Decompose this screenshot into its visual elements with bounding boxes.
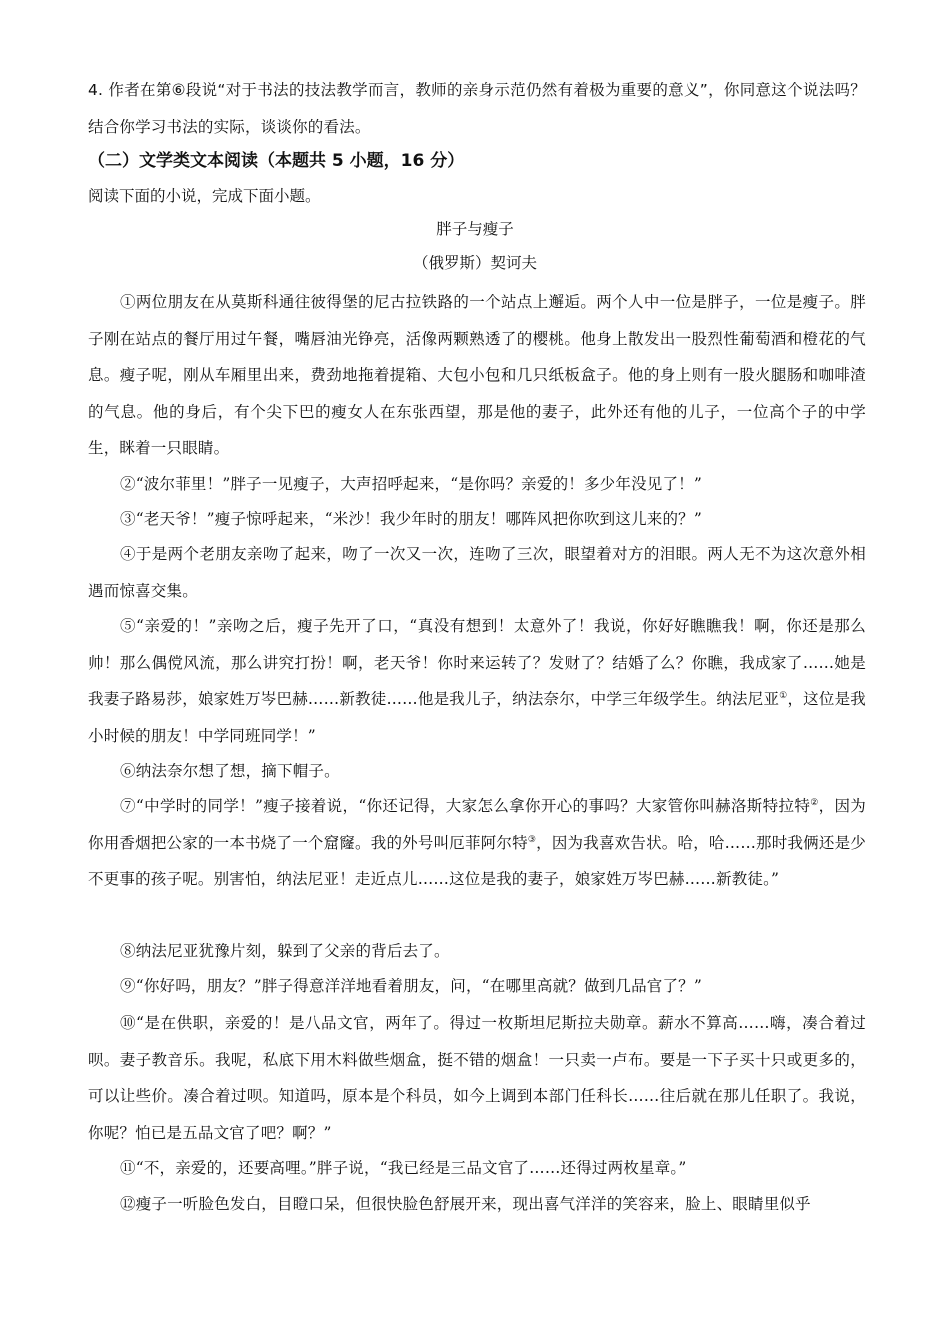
- story-paragraph-1: ①两位朋友在从莫斯科通往彼得堡的尼古拉铁路的一个站点上邂逅。两个人中一位是胖子，一位是瘦子。胖子刚在站点的餐厅用过午餐，嘴唇油光铮亮，活像两颗熟透了的樱桃。他身上散发出一股烈性葡萄酒和橙花的气息。瘦子呢，刚从车厢里出来，费劲地拖着提箱、大包小包和几只纸板盒子。他的身上则有一股火腿肠和咖啡渣的气息。他的身后，有个尖下巴的瘦女人在东张西望，那是他的妻子，此外还有他的儿子，一位高个子的中学生，眯着一只眼睛。: [88, 293, 866, 457]
- story-paragraph-12: ⑫瘦子一听脸色发白，目瞪口呆，但很快脸色舒展开来，现出喜气洋洋的笑容来，脸上、眼睛里似乎: [120, 1195, 811, 1213]
- story-title: 胖子与瘦子: [436, 220, 514, 238]
- story-paragraph-5-tail: ，这位是我小时候的朋友！中学同班同学！”: [88, 690, 866, 745]
- footnote-mark-1: ①: [779, 690, 788, 701]
- story-paragraph-5-text: ⑤“亲爱的！”亲吻之后，瘦子先开了口，“真没有想到！太意外了！我说，你好好瞧瞧我！啊，你还是那么帅！那么偶傥风流，那么讲究打扮！啊，老天爷！你时来运转了？发财了？结婚了么？你瞧，我成家了……她是我妻子路易莎，娘家姓万岑巴赫……新教徒……他是我儿子，纳法奈尔，中学三年级学生。纳法尼亚: [88, 617, 866, 708]
- story-paragraph-5: [88, 608, 866, 754]
- section-heading: （二）文学类文本阅读（本题共 5 小题，16 分）: [88, 151, 465, 171]
- question-4: 4. 作者在第⑥段说“对于书法的技法教学而言，教师的亲身示范仍然有着极为重要的意义”，你同意这个说法吗？结合你学习书法的实际，谈谈你的看法。: [88, 81, 866, 136]
- story-paragraph-11: ⑪“不，亲爱的，还要高哩。”胖子说，“我已经是三品文官了……还得过两枚星章。”: [120, 1159, 687, 1177]
- story-paragraph-7-text: ⑦“中学时的同学！”瘦子接着说，“你还记得，大家怎么拿你开心的事吗？大家管你叫赫洛斯特拉特: [120, 797, 811, 815]
- story-paragraph-7-tail: ，因为我喜欢告状。哈，哈……那时我俩还是少不更事的孩子呢。别害怕，纳法尼亚！走近点儿……这位是我的妻子，娘家姓万岑巴赫……新教徒。”: [88, 833, 866, 888]
- section-instruction: 阅读下面的小说，完成下面小题。: [88, 187, 321, 205]
- story-paragraph-2: ②“波尔菲里！”胖子一见瘦子，大声招呼起来，“是你吗？亲爱的！多少年没见了！”: [120, 475, 702, 493]
- story-paragraph-8: ⑧纳法尼亚犹豫片刻，躲到了父亲的背后去了。: [120, 942, 450, 960]
- story-paragraph-7-mid: ，因为你用香烟把公家的一本书烧了一个窟窿。我的外号叫厄菲阿尔特: [88, 797, 866, 852]
- story-paragraph-4: ④于是两个老朋友亲吻了起来，吻了一次又一次，连吻了三次，眼望着对方的泪眼。两人无不为这次意外相遇而惊喜交集。: [88, 545, 866, 600]
- story-author: （俄罗斯）契诃夫: [412, 254, 537, 272]
- footnote-mark-2: ②: [810, 797, 819, 808]
- story-paragraph-10: ⑩“是在供职，亲爱的！是八品文官，两年了。得过一枚斯坦尼斯拉夫勋章。薪水不算高……嗨，凑合着过呗。妻子教音乐。我呢，私底下用木料做些烟盒，挺不错的烟盒！一只卖一卢布。要是一下子买十只或更多的，可以让些价。凑合着过呗。知道吗，原本是个科员，如今上调到本部门任科长……往后就在那儿任职了。我说，你呢？怕已是五品文官了吧？啊？”: [88, 1014, 866, 1142]
- story-paragraph-7: [88, 788, 866, 898]
- story-paragraph-3: ③“老天爷！”瘦子惊呼起来，“米沙！我少年时的朋友！哪阵风把你吹到这儿来的？”: [120, 510, 702, 528]
- story-paragraph-6: ⑥纳法奈尔想了想，摘下帽子。: [120, 762, 340, 780]
- footnote-mark-3: ③: [527, 834, 537, 845]
- story-paragraph-9: ⑨“你好吗，朋友？”胖子得意洋洋地看着朋友，问，“在哪里高就？做到几品官了？”: [120, 977, 702, 995]
